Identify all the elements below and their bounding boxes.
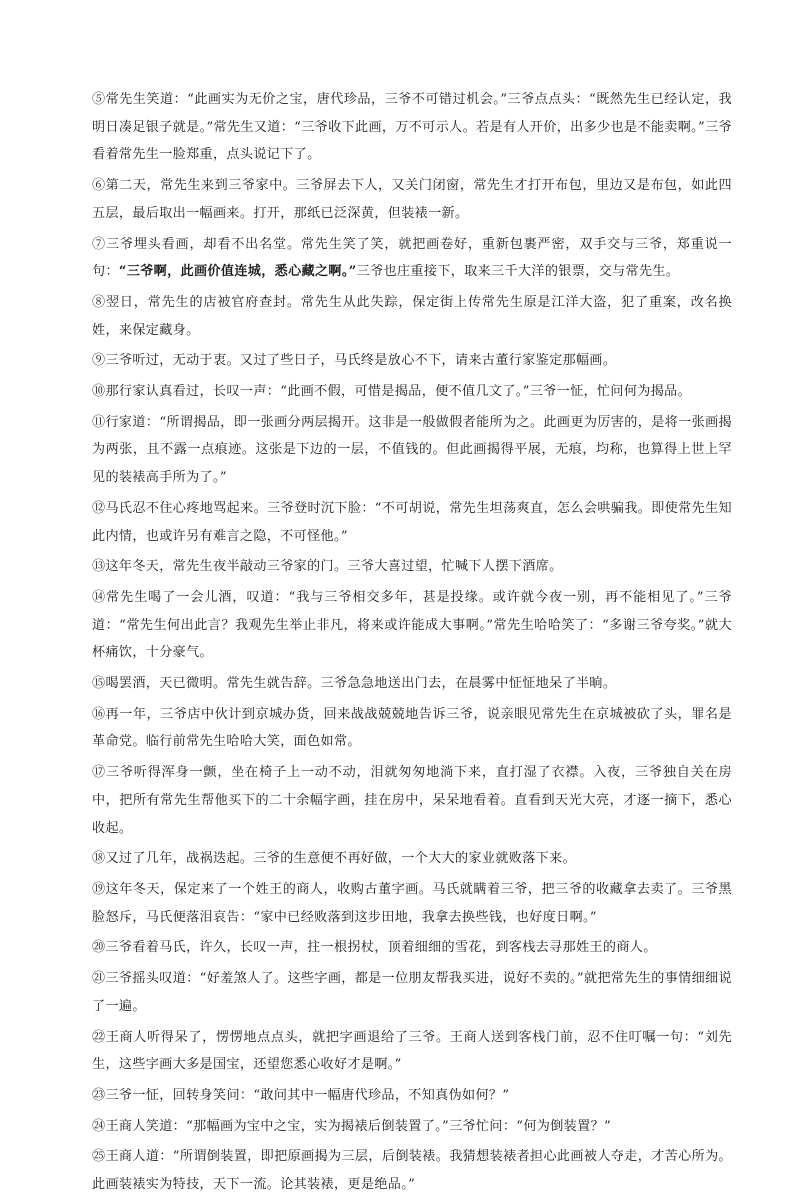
paragraph-number: ㉓ [92, 1087, 106, 1103]
paragraph-number: ㉒ [92, 1029, 106, 1045]
paragraph-text: 喝罢酒，天已微明。常先生就告辞。三爷急急地送出门去，在晨雾中怔怔地呆了半晌。 [105, 676, 617, 692]
paragraph-text: 王商人听得呆了，愣愣地点点头，就把字画退给了三爷。王商人送到客栈门前，忍不住叮嘱一句：“刘先生，这些字画大多是国宝，还望您悉心收好才是啊。” [92, 1029, 732, 1073]
paragraph-22 [92, 1024, 732, 1079]
paragraph-number: ㉔ [92, 1118, 106, 1134]
paragraph-text: 三爷看着马氏，许久，长叹一声，拄一根拐杖，顶着细细的雪花，到客栈去寻那姓王的商人。 [105, 940, 657, 956]
paragraph-number: ⑤ [92, 92, 106, 107]
paragraph-19 [92, 876, 732, 931]
paragraph-number: ⑪ [92, 414, 106, 430]
paragraph-number: ⑦ [92, 236, 106, 252]
paragraph-number: ⑭ [92, 589, 107, 605]
paragraph-number: ⑯ [92, 706, 106, 722]
paragraph-17 [92, 759, 732, 842]
paragraph-5 [92, 86, 732, 169]
paragraph-text: 再一年，三爷店中伙计到京城办货，回来战战兢兢地告诉三爷，说亲眼见常先生在京城被砍了头，罪名是革命党。临行前常先生哈哈大笑，面色如常。 [92, 706, 732, 750]
paragraph-13 [92, 553, 732, 581]
paragraph-24 [92, 1113, 732, 1141]
paragraph-number: ⑫ [92, 500, 106, 516]
paragraph-text: 行家道：“所谓揭品，即一张画分两层揭开。这非是一般做假者能所为之。此画更为厉害的，是将一张画揭为两张，且不露一点痕迹。这张是下边的一层，不值钱的。但此画揭得平展，无痕，均称，也算得上世上罕见的装裱高手所为了。” [92, 414, 732, 486]
paragraph-text: 三爷也庄重接下，取来三千大洋的银票，交与常先生。 [356, 264, 680, 280]
paragraph-number: ㉕ [92, 1149, 106, 1165]
paragraph-10 [92, 378, 732, 406]
paragraph-text: 三爷听得浑身一颤，坐在椅子上一动不动，泪就匆匆地淌下来，直打湿了衣襟。入夜，三爷独自关在房中，把所有常先生帮他买下的二十余幅字画，挂在房中，呆呆地看着。直看到天光大亮，才逐一摘下，悉心收起。 [92, 765, 733, 836]
paragraph-number: ⑬ [92, 559, 106, 575]
paragraph-text: 常先生喝了一会儿酒，叹道：“我与三爷相交多年，甚是投缘。或许就今夜一别，再不能相见了。”三爷道：“常先生何出此言？我观先生举止非凡，将来或许能成大事啊。”常先生哈哈笑了：“多谢三爷夸奖。”就大杯痛饮，十分豪气。 [92, 589, 732, 661]
paragraph-15 [92, 670, 732, 698]
paragraph-text: 王商人笑道：“那幅画为宝中之宝，实为揭裱后倒装置了。”三爷忙问：“何为倒装置？” [105, 1118, 612, 1134]
paragraph-21 [92, 965, 732, 1020]
paragraph-number: ⑳ [92, 940, 106, 956]
paragraph-7 [92, 231, 732, 286]
paragraph-text: 三爷埋头看画，却看不出名堂。常先生笑了笑，就把画卷好，重新包裹严密，双手交与三爷，郑重说一句： [92, 236, 733, 280]
paragraph-number: ㉑ [92, 971, 106, 987]
paragraph-6 [92, 172, 732, 227]
paragraph-number: ⑨ [92, 353, 106, 369]
paragraph-number: ⑰ [92, 765, 106, 781]
paragraph-number: ⑩ [92, 384, 106, 400]
paragraph-text: 三爷摇头叹道：“好羞煞人了。这些字画，都是一位朋友帮我买进，说好不卖的。”就把常先生的事情细细说了一遍。 [92, 971, 732, 1014]
paragraph-8 [92, 289, 732, 344]
paragraph-16 [92, 701, 732, 756]
paragraph-text: 翌日，常先生的店被官府查封。常先生从此失踪，保定街上传常先生原是江洋大盗，犯了重案，改名换姓，来保定藏身。 [92, 294, 733, 338]
paragraph-20 [92, 934, 732, 962]
paragraph-12 [92, 495, 732, 550]
paragraph-25 [92, 1143, 732, 1198]
emphasized-quote: “三爷啊，此画价值连城，悉心藏之啊。” [118, 264, 357, 280]
paragraph-23 [92, 1082, 732, 1110]
paragraph-text: 第二天，常先生来到三爷家中。三爷屏去下人，又关门闭窗，常先生才打开布包，里边又是布包，如此四五层，最后取出一幅画来。打开，那纸已泛深黄，但装裱一新。 [92, 178, 732, 221]
paragraph-18 [92, 845, 732, 873]
paragraph-text: 这年冬天，常先生夜半敲动三爷家的门。三爷大喜过望，忙喊下人摆下酒席。 [105, 559, 563, 575]
paragraph-text: 又过了几年，战祸迭起。三爷的生意便不再好做，一个大大的家业就败落下来。 [105, 851, 576, 867]
paragraph-number: ⑱ [92, 851, 106, 867]
paragraph-number: ⑥ [92, 178, 106, 194]
paragraph-text: 三爷听过，无动于衷。又过了些日子，马氏终是放心不下，请来古董行家鉴定那幅画。 [105, 353, 617, 369]
paragraph-number: ⑮ [92, 676, 106, 692]
paragraph-number: ⑧ [92, 294, 106, 310]
paragraph-text: 常先生笑道：“此画实为无价之宝，唐代珍品，三爷不可错过机会。”三爷点点头：“既然先生已经认定，我明日凑足银子就是。”常先生又道：“三爷收下此画，万不可示人。若是有人开价，出多少也是不能卖啊。”三爷看着常先生一脸郑重，点头说记下了。 [92, 92, 732, 163]
paragraph-number: ⑲ [92, 881, 106, 897]
paragraph-9 [92, 347, 732, 375]
paragraph-text: 这年冬天，保定来了一个姓王的商人，收购古董字画。马氏就瞒着三爷，把三爷的收藏拿去卖了。三爷黑脸怒斥，马氏便落泪哀告：“家中已经败落到这步田地，我拿去换些钱，也好度日啊。” [92, 881, 732, 925]
paragraph-11 [92, 409, 732, 492]
paragraph-text: 马氏忍不住心疼地骂起来。三爷登时沉下脸：“不可胡说，常先生坦荡爽直，怎么会哄骗我。即使常先生知此内情，也或许另有难言之隐，不可怪他。” [92, 500, 732, 544]
article-body [92, 86, 732, 1202]
paragraph-text: 王商人道：“所谓倒装置，即把原画揭为三层，后倒装裱。我猜想装裱者担心此画被人夺走，才苦心所为。此画装裱实为特技，天下一流。论其装裱，更是绝品。” [92, 1149, 732, 1193]
paragraph-text: 那行家认真看过，长叹一声：“此画不假，可惜是揭品，便不值几文了。”三爷一怔，忙问何为揭品。 [105, 384, 692, 400]
paragraph-14 [92, 584, 732, 667]
paragraph-text: 三爷一怔，回转身笑问：“敢问其中一幅唐代珍品，不知真伪如何？” [105, 1087, 510, 1103]
